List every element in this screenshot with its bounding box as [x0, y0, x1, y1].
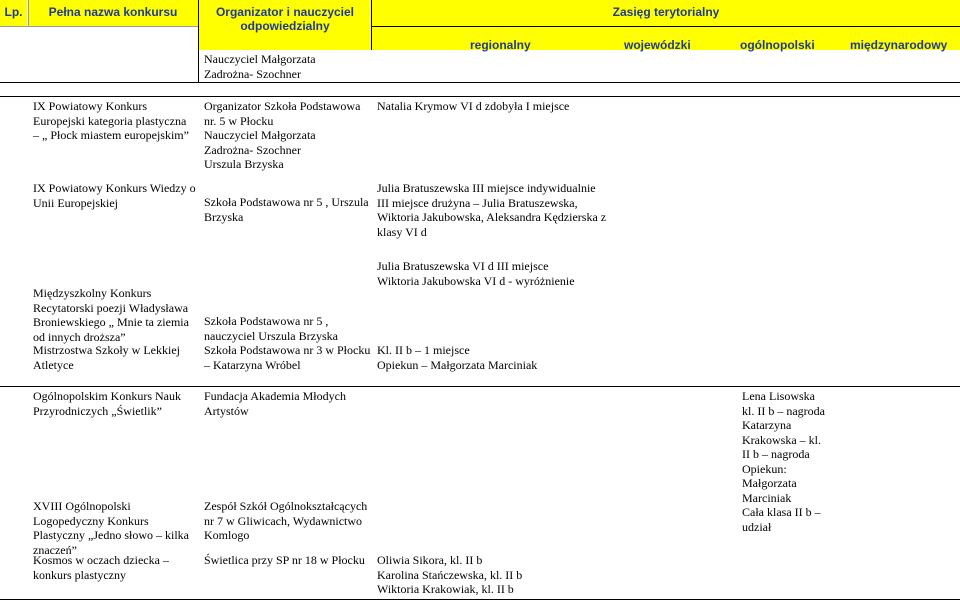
row7-contest	[33, 553, 169, 582]
contest-line: Ogólnopolskim Konkurs Nauk	[33, 389, 181, 403]
header-organizer-line1: Organizator i nauczyciel	[215, 5, 355, 19]
contest-line: znaczeń”	[33, 542, 77, 557]
intl-line: Krakowska – kl.	[742, 432, 821, 447]
separator	[372, 26, 960, 27]
contest-line: Mistrzostwa Szkoły w Lekkiej	[33, 343, 180, 357]
contest-line: Międzyszkolny Konkurs	[33, 286, 152, 300]
row-divider	[0, 599, 960, 600]
contest-line: IX Powiatowy Konkurs	[33, 99, 147, 113]
row1-organizer	[204, 99, 360, 172]
intl-line: Lena Lisowska	[742, 389, 815, 403]
organizer-line: Szkoła Podstawowa nr 5 ,	[204, 314, 329, 328]
top-teacher-line1: Nauczyciel Małgorzata	[204, 52, 316, 66]
intl-line: Katarzyna	[742, 418, 792, 432]
contest-line: IX Powiatowy Konkurs Wiedzy o	[33, 181, 196, 195]
contest-line: XVIII Ogólnopolski	[33, 499, 131, 513]
row5-international	[742, 389, 825, 534]
header-lp-cell	[0, 0, 27, 27]
result-line: Julia Bratuszewska VI d III miejsce	[377, 259, 549, 273]
result-line: Wiktoria Jakubowska, Aleksandra Kędzierska z	[377, 210, 607, 224]
row4-organizer	[204, 343, 370, 372]
intl-line: udział	[742, 519, 772, 534]
header-regional: regionalny	[470, 38, 531, 52]
contest-line: Atletyce	[33, 357, 74, 372]
contest-line: Logopedyczny Konkurs	[33, 513, 149, 528]
organizer-line: Szkoła Podstawowa nr 3 w Płocku	[204, 343, 371, 357]
row6-organizer	[204, 499, 367, 543]
row7-result	[377, 553, 522, 597]
row1-result	[377, 99, 569, 114]
separator	[198, 0, 199, 82]
contest-line: – „ Płock miastem europejskim”	[33, 128, 189, 142]
result-line: III miejsce drużyna – Julia Bratuszewska,	[377, 195, 578, 210]
contest-line: Broniewskiego „ Mnie ta ziemia	[33, 315, 189, 329]
contest-line: konkurs plastyczny	[33, 567, 126, 582]
organizer-line: Zadrożna- Szochner	[204, 142, 301, 157]
row6-contest	[33, 499, 189, 557]
row-divider	[0, 386, 960, 387]
row1-contest	[33, 99, 189, 143]
organizer-line: – Katarzyna Wróbel	[204, 357, 301, 372]
organizer-line: nauczyciel Urszula Brzyska	[204, 328, 338, 343]
contest-line: Kosmos w oczach dziecka –	[33, 553, 169, 567]
intl-line: Marciniak	[742, 490, 792, 505]
row2-result	[377, 181, 606, 239]
row4-result	[377, 343, 537, 372]
row5-organizer	[204, 389, 346, 418]
header-organizer-cell	[199, 0, 371, 50]
result-line: Opiekun – Małgorzata Marciniak	[377, 357, 538, 372]
separator	[0, 26, 198, 27]
separator	[371, 0, 372, 50]
header-voivodeship: wojewódzki	[624, 38, 691, 52]
organizer-line: Szkoła Podstawowa nr 5 , Urszula	[204, 195, 369, 209]
intl-line: kl. II b – nagroda	[742, 403, 825, 418]
top-teacher	[204, 52, 316, 81]
header-organizer-line2: odpowiedzialny	[240, 19, 330, 33]
row4-contest	[33, 343, 180, 372]
organizer-line: Artystów	[204, 403, 249, 418]
contest-line: Plastyczny „Jedno słowo – kilka	[33, 528, 189, 542]
intl-line: II b – nagroda	[742, 447, 810, 461]
result-line: klasy VI d	[377, 224, 427, 239]
organizer-line: Świetlica przy SP nr 18 w Płocku	[204, 553, 365, 567]
contest-line: Recytatorski poezji Władysława	[33, 300, 189, 315]
row3-organizer	[204, 314, 338, 343]
header-international: międzynarodowy	[850, 38, 948, 52]
header-name: Pełna nazwa konkursu	[48, 5, 178, 19]
organizer-line: Zespół Szkół Ogólnokształcących	[204, 499, 368, 513]
header-name-cell	[28, 0, 198, 27]
organizer-line: Urszula Brzyska	[204, 157, 284, 171]
result-line: Wiktoria Jakubowska VI d - wyróżnienie	[377, 273, 575, 288]
result-line: Julia Bratuszewska III miejsce indywidualnie	[377, 181, 596, 195]
result-line: Kl. II b – 1 miejsce	[377, 343, 470, 357]
organizer-line: Organizator Szkoła Podstawowa	[204, 99, 361, 113]
organizer-line: Komlogo	[204, 528, 250, 542]
intl-line: Opiekun:	[742, 461, 787, 476]
row5-contest	[33, 389, 181, 418]
organizer-line: Nauczyciel Małgorzata	[204, 128, 316, 142]
result-line: Karolina Stańczewska, kl. II b	[377, 567, 523, 582]
row7-organizer	[204, 553, 365, 568]
contest-line: Przyrodniczych „Świetlik”	[33, 403, 162, 418]
header-lp: Lp.	[4, 5, 23, 19]
organizer-line: nr 7 w Gliwicach, Wydawnictwo	[204, 513, 363, 528]
row2-organizer	[204, 195, 369, 224]
organizer-line: Fundacja Akademia Młodych	[204, 389, 346, 403]
result-line: Natalia Krymow VI d zdobyła I miejsce	[377, 99, 570, 113]
result-line: Oliwia Sikora, kl. II b	[377, 553, 483, 567]
header-subcols	[372, 37, 960, 53]
header-national: ogólnopolski	[740, 38, 815, 52]
header-range: Zasięg terytorialny	[612, 5, 720, 19]
organizer-line: nr. 5 w Płocku	[204, 113, 274, 128]
row2-contest	[33, 181, 196, 210]
intl-line: Cała klasa II b –	[742, 505, 821, 519]
organizer-line: Brzyska	[204, 209, 244, 224]
row-divider	[0, 96, 960, 97]
top-teacher-line2: Zadrożna- Szochner	[204, 66, 301, 81]
separator	[28, 0, 29, 27]
contest-line: od innych droższa”	[33, 329, 126, 344]
intl-line: Małgorzata	[742, 476, 797, 490]
result-line: Wiktoria Krakowiak, kl. II b	[377, 582, 514, 596]
row3-result-top	[377, 259, 575, 288]
contest-line: Unii Europejskiej	[33, 195, 118, 210]
row3-contest	[33, 286, 189, 344]
row-divider	[0, 82, 960, 83]
contest-line: Europejski kategoria plastyczna	[33, 113, 187, 128]
